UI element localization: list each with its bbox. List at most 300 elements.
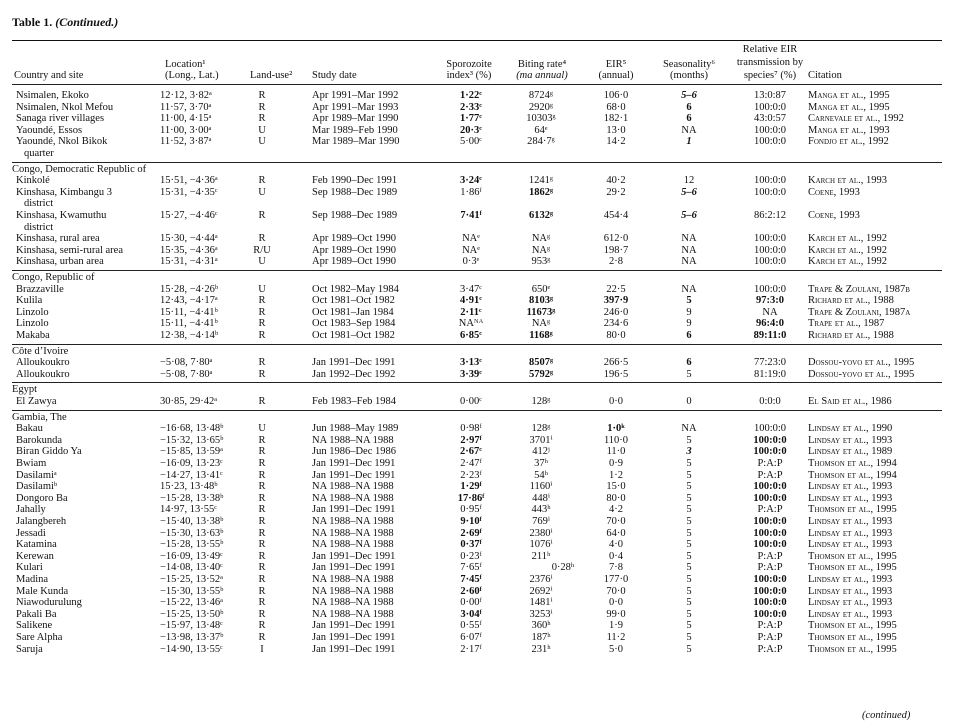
cell-site: Sare Alpha (16, 632, 63, 643)
cell-spz: 2·17ᶠ (460, 643, 482, 655)
cell-spz: 1·29ᶠ (460, 481, 482, 493)
cell-date: Apr 1989–Oct 1990 (312, 244, 396, 256)
cell-use: R (258, 175, 266, 187)
cell-date: Apr 1991–Mar 1992 (312, 90, 399, 101)
cell-use: R (258, 295, 266, 307)
cell-use: U (258, 186, 266, 198)
cell-spz: 3·04ᶠ (460, 608, 482, 620)
header-biting-sub: (ma annual) (516, 70, 568, 81)
cell-date: Jun 1986–Dec 1986 (312, 446, 396, 458)
cell-season: 5 (686, 643, 692, 655)
header-citation: Citation (808, 70, 842, 81)
cell-cite: Lindsay et al., 1993 (808, 492, 893, 504)
cell-cite: Thomson et al., 1994 (808, 458, 897, 469)
cell-spz: 1·77ᶜ (460, 113, 482, 125)
cell-spz: 3·24ᶜ (460, 175, 482, 187)
cell-bite: 2692ⁱ (529, 585, 553, 597)
cell-site-continuation: district (24, 221, 54, 233)
cell-site: Kulila (16, 295, 43, 307)
cell-rel: 100:0:0 (753, 597, 787, 609)
cell-season: 5 (686, 481, 692, 493)
cell-rel: P:A:P (757, 550, 783, 562)
cell-bite: 953ᵍ (531, 256, 551, 268)
cell-season: 6 (686, 330, 692, 341)
cell-use: R (258, 608, 266, 620)
cell-cite: Karch et al., 1992 (808, 256, 888, 268)
continued-note: (continued) (862, 710, 911, 721)
cell-date: NA 1988–NA 1988 (312, 527, 394, 539)
cell-rel: P:A:P (757, 562, 783, 574)
cell-date: Apr 1989–Oct 1990 (312, 233, 396, 245)
header-relative-eir-species: species⁷ (%) (743, 70, 797, 81)
cell-eir: 29·2 (606, 186, 626, 198)
cell-eir: 182·1 (603, 113, 629, 125)
cell-spz: 0·37ᶠ (460, 539, 482, 551)
cell-eir: 99·0 (606, 608, 626, 620)
cell-spz: 3·39ᶜ (460, 368, 482, 380)
cell-season: NA (681, 423, 697, 435)
cell-site: Kinkolé (16, 175, 50, 187)
cell-spz: 2·67ᶜ (460, 446, 482, 458)
cell-loc: 15·28, −4·26ᵇ (160, 283, 219, 295)
cell-use: R (258, 357, 266, 369)
cell-spz: 4·91ᶜ (460, 295, 482, 307)
cell-date: Oct 1981–Jan 1984 (312, 306, 394, 318)
cell-eir: 110·0 (603, 434, 629, 446)
cell-spz: 0·55ᶠ (460, 620, 482, 632)
cell-bite: 1862ᵍ (528, 186, 554, 198)
cell-season: NA (681, 233, 697, 245)
cell-site: Bwiam (16, 458, 47, 469)
cell-bite: 128ᵍ (531, 396, 551, 407)
cell-season: 5 (686, 295, 692, 307)
cell-bite: NAᵍ (531, 318, 551, 330)
cell-bite: 211ʰ (531, 550, 551, 562)
cell-rel: 100:0:0 (753, 481, 787, 493)
cell-spz: 1·22ᶜ (460, 90, 482, 101)
cell-spz: 0·00ᶜ (460, 396, 482, 407)
cell-cite: Thomson et al., 1995 (808, 643, 897, 655)
cell-cite: Richard et al., 1988 (808, 330, 894, 341)
cell-loc: 15·11, −4·41ᵇ (160, 306, 218, 318)
cell-site: Alloukoukro (16, 368, 70, 380)
cell-site: Alloukoukro (16, 357, 70, 369)
cell-cite: Karch et al., 1992 (808, 233, 888, 245)
cell-spz: 0·98ᶠ (460, 423, 482, 435)
cell-bite: 2376ⁱ (529, 574, 553, 585)
cell-season: NA (681, 244, 697, 256)
cell-eir: 64·0 (606, 527, 626, 539)
header-relative-eir: Relative EIR (742, 44, 798, 55)
cell-site: Kinshasa, rural area (16, 233, 100, 245)
cell-eir: 198·7 (603, 244, 629, 256)
cell-spz: 2·47ᶠ (460, 458, 482, 469)
cell-spz: 3·13ᶜ (460, 357, 482, 369)
cell-site: Kinshasa, Kwamuthu (16, 210, 107, 221)
cell-eir: 246·0 (603, 306, 629, 318)
cell-bite: NAᵍ (531, 244, 551, 256)
cell-loc: −5·08, 7·80ᵃ (160, 357, 213, 369)
cell-spz: 2·11ᶜ (460, 306, 482, 318)
cell-loc: −15·32, 13·65ᵇ (160, 434, 224, 446)
cell-season: 5 (686, 458, 692, 469)
cell-season: NA (681, 283, 697, 295)
cell-eir: 70·0 (606, 585, 626, 597)
cell-site: Jessadi (16, 527, 46, 539)
cell-bite: 3701ⁱ (529, 434, 553, 446)
cell-loc: −13·98, 13·37ᵇ (160, 632, 224, 643)
cell-cite: Lindsay et al., 1993 (808, 539, 893, 551)
cell-eir: 1·9 (609, 620, 623, 632)
cell-rel: 100:0:0 (753, 244, 787, 256)
cell-eir: 80·0 (606, 492, 626, 504)
cell-loc: 15·31, −4·31ᵃ (160, 256, 218, 268)
cell-season: 5 (686, 562, 692, 574)
cell-use: U (258, 124, 266, 136)
cell-rel: P:A:P (757, 643, 783, 655)
country-heading: Gambia, The (12, 411, 67, 423)
cell-cite: Lindsay et al., 1993 (808, 434, 893, 446)
cell-date: NA 1988–NA 1988 (312, 481, 394, 493)
cell-use: R (258, 597, 266, 609)
cell-spz: 20·3ᶜ (460, 124, 482, 136)
cell-date: NA 1988–NA 1988 (312, 516, 394, 527)
cell-use: R (258, 620, 266, 632)
cell-season: 5 (686, 597, 692, 609)
cell-loc: −14·27, 13·41ᶜ (160, 469, 223, 481)
cell-cite: Richard et al., 1988 (808, 295, 894, 307)
cell-date: Jan 1991–Dec 1991 (312, 643, 396, 655)
cell-season: 1 (686, 136, 692, 148)
cell-use: I (260, 643, 264, 655)
cell-date: NA 1988–NA 1988 (312, 434, 394, 446)
cell-loc: −15·25, 13·50ᵇ (160, 608, 224, 620)
cell-season: 9 (686, 318, 692, 330)
cell-cite: Lindsay et al., 1993 (808, 585, 893, 597)
cell-eir: 70·0 (606, 516, 626, 527)
cell-season: 5 (686, 504, 692, 516)
cell-site: Dongoro Ba (16, 492, 68, 504)
cell-site: Linzolo (16, 306, 49, 318)
cell-use: R (258, 585, 266, 597)
table-title (12, 15, 118, 30)
cell-use: U (258, 423, 266, 435)
cell-cite: Lindsay et al., 1993 (808, 608, 893, 620)
cell-bite: 5792ᵍ (528, 368, 554, 380)
cell-season: 5 (686, 620, 692, 632)
cell-use: R (258, 101, 266, 113)
cell-eir: 0·0 (609, 597, 623, 609)
cell-season: 5 (686, 585, 692, 597)
cell-loc: 30·85, 29·42ᵃ (160, 396, 218, 407)
cell-rel: P:A:P (757, 469, 783, 481)
cell-spz: 7·65ᶠ (460, 562, 482, 574)
cell-season: 9 (686, 306, 692, 318)
cell-loc: 15·35, −4·36ᵃ (160, 244, 218, 256)
cell-bite: 0·28ʰ (551, 562, 575, 574)
cell-rel: P:A:P (757, 504, 783, 516)
cell-rel: NA (762, 306, 778, 318)
cell-rel: P:A:P (757, 458, 783, 469)
group-rule (12, 410, 942, 411)
cell-rel: 77:23:0 (753, 357, 787, 369)
cell-rel: 100:0:0 (753, 186, 787, 198)
cell-rel: 100:0:0 (753, 574, 787, 585)
cell-site: Jalangbereh (16, 516, 67, 527)
cell-use: R (258, 318, 266, 330)
cell-spz: 6·07ᶠ (460, 632, 482, 643)
cell-date: Jan 1992–Dec 1992 (312, 368, 396, 380)
cell-spz: 0·23ᶠ (460, 550, 482, 562)
cell-use: R/U (253, 244, 271, 256)
country-heading: Congo, Democratic Republic of (12, 163, 147, 175)
table-continued: (Continued.) (55, 15, 119, 29)
cell-use: R (258, 306, 266, 318)
cell-site: Saruja (16, 643, 43, 655)
cell-use: R (258, 458, 266, 469)
cell-use: R (258, 90, 266, 101)
cell-season: 5 (686, 539, 692, 551)
cell-bite: 360ʰ (531, 620, 551, 632)
cell-use: R (258, 562, 266, 574)
cell-site: Niawodurulung (16, 597, 82, 609)
cell-loc: 15·27, −4·46ᶜ (160, 210, 218, 221)
cell-eir: 106·0 (603, 90, 629, 101)
cell-loc: −14·90, 13·55ᶜ (160, 643, 223, 655)
cell-cite: Karch et al., 1992 (808, 244, 888, 256)
header-location: Location¹ (165, 59, 206, 70)
cell-season: 5–6 (681, 210, 697, 221)
header-biting: Biting rate⁴ (517, 59, 567, 70)
cell-site: Pakali Ba (16, 608, 57, 620)
cell-season: 5 (686, 516, 692, 527)
cell-bite: 8507ᵍ (528, 357, 554, 369)
cell-loc: 11·57, 3·70ᵃ (160, 101, 212, 113)
cell-season: 6 (686, 357, 692, 369)
cell-use: R (258, 210, 266, 221)
cell-rel: 100:0:0 (753, 101, 787, 113)
cell-site: Biran Giddo Ya (16, 446, 82, 458)
cell-date: NA 1988–NA 1988 (312, 585, 394, 597)
header-location-sub: (Long., Lat.) (165, 70, 219, 81)
cell-season: 6 (686, 101, 692, 113)
cell-bite: 1168ᵍ (529, 330, 553, 341)
cell-rel: 100:0:0 (753, 283, 787, 295)
cell-bite: 443ʰ (531, 504, 551, 516)
cell-rel: 100:0:0 (753, 434, 787, 446)
header-eir: EIR⁵ (605, 59, 627, 70)
cell-spz: 9·10ᶠ (460, 516, 482, 527)
cell-site: Dasilamiᵇ (16, 481, 58, 493)
cell-site: Linzolo (16, 318, 49, 330)
cell-season: 5 (686, 492, 692, 504)
cell-date: Oct 1981–Oct 1982 (312, 295, 395, 307)
cell-cite: Lindsay et al., 1993 (808, 574, 893, 585)
cell-cite: Trape & Zoulani, 1987a (808, 306, 911, 318)
cell-use: R (258, 492, 266, 504)
cell-season: 5 (686, 574, 692, 585)
cell-bite: 284·7ᵍ (527, 136, 555, 148)
cell-date: Apr 1991–Mar 1993 (312, 101, 399, 113)
cell-site: Kinshasa, semi-rural area (16, 244, 123, 256)
header-eir-sub: (annual) (598, 70, 634, 81)
cell-rel: P:A:P (757, 620, 783, 632)
header-sporozoite: Sporozoite (446, 59, 492, 70)
cell-site: Yaoundé, Essos (16, 124, 83, 136)
cell-bite: 1481ⁱ (529, 597, 553, 609)
cell-use: R (258, 516, 266, 527)
cell-date: Feb 1990–Dec 1991 (312, 175, 398, 187)
cell-bite: 412ʲ (532, 446, 550, 458)
cell-cite: Lindsay et al., 1993 (808, 481, 893, 493)
cell-rel: 86:2:12 (753, 210, 787, 221)
cell-eir: 7·8 (609, 562, 623, 574)
cell-site: Makaba (16, 330, 50, 341)
cell-season: 5 (686, 527, 692, 539)
cell-rel: 100:0:0 (753, 608, 787, 620)
cell-rel: 100:0:0 (753, 175, 787, 187)
country-heading: Egypt (12, 384, 38, 396)
cell-eir: 11·2 (606, 632, 626, 643)
cell-season: 5 (686, 608, 692, 620)
cell-date: NA 1988–NA 1988 (312, 608, 394, 620)
cell-use: R (258, 113, 266, 125)
header-country: Country and site (14, 70, 84, 81)
cell-spz: 7·45ᶠ (460, 574, 482, 585)
cell-date: Jan 1991–Dec 1991 (312, 469, 396, 481)
cell-bite: 8724ᵍ (528, 90, 554, 101)
cell-use: R (258, 504, 266, 516)
cell-rel: 100:0:0 (753, 492, 787, 504)
cell-use: R (258, 233, 266, 245)
header-seasonality-sub: (months) (670, 70, 708, 81)
cell-site-continuation: district (24, 198, 54, 210)
cell-bite: 769ⁱ (532, 516, 550, 527)
cell-cite: Lindsay et al., 1993 (808, 597, 893, 609)
cell-rel: 100:0:0 (753, 256, 787, 268)
cell-eir: 4·0 (609, 539, 623, 551)
cell-bite: 2920ᵍ (528, 101, 554, 113)
cell-spz: 3·47ᶜ (460, 283, 482, 295)
cell-eir: 11·0 (606, 446, 626, 458)
cell-eir: 177·0 (603, 574, 629, 585)
cell-site: Salikene (16, 620, 53, 632)
cell-bite: 1076ⁱ (529, 539, 553, 551)
cell-date: Oct 1981–Oct 1982 (312, 330, 395, 341)
cell-loc: −15·97, 13·48ᶜ (160, 620, 223, 632)
cell-rel: 100:0:0 (753, 124, 787, 136)
group-rule (12, 344, 942, 345)
header-landuse: Land-use² (250, 70, 293, 81)
cell-bite: 37ʰ (534, 458, 548, 469)
cell-eir: 40·2 (606, 175, 626, 187)
cell-use: R (258, 434, 266, 446)
cell-spz: 2·97ᶠ (460, 434, 482, 446)
cell-date: Sep 1988–Dec 1989 (312, 210, 398, 221)
cell-loc: 15·30, −4·44ᵃ (160, 233, 218, 245)
cell-use: R (258, 481, 266, 493)
cell-bite: 64ᵉ (534, 124, 548, 136)
cell-site: Nsimalen, Nkol Mefou (16, 101, 114, 113)
cell-spz: 6·85ᶜ (460, 330, 482, 341)
cell-cite: Manga et al., 1995 (808, 90, 890, 101)
cell-cite: Trape et al., 1987 (808, 318, 885, 330)
cell-eir: 397·9 (603, 295, 629, 307)
cell-date: NA 1988–NA 1988 (312, 492, 394, 504)
cell-use: R (258, 469, 266, 481)
cell-date: Jun 1988–May 1989 (312, 423, 399, 435)
cell-eir: 80·0 (606, 330, 626, 341)
cell-season: NA (681, 124, 697, 136)
cell-date: Mar 1989–Mar 1990 (312, 136, 400, 148)
cell-loc: −15·85, 13·59ᵃ (160, 446, 224, 458)
table-label: Table 1. (12, 15, 53, 29)
cell-rel: 100:0:0 (753, 233, 787, 245)
cell-eir: 68·0 (606, 101, 626, 113)
cell-eir: 0·9 (609, 458, 623, 469)
cell-bite: 1241ᵍ (528, 175, 554, 187)
header-relative-eir-sub: transmission by (736, 57, 804, 68)
top-rule (12, 40, 942, 41)
cell-use: R (258, 539, 266, 551)
cell-date: Jan 1991–Dec 1991 (312, 504, 396, 516)
cell-eir: 1·0ᵏ (607, 423, 625, 435)
cell-site: El Zawya (16, 396, 57, 407)
cell-spz: 2·23ᶠ (460, 469, 482, 481)
cell-bite: 54ʰ (534, 469, 548, 481)
cell-site-continuation: quarter (24, 148, 54, 159)
cell-cite: Lindsay et al., 1989 (808, 446, 893, 458)
cell-loc: −15·28, 13·38ᵇ (160, 492, 224, 504)
cell-site: Kulari (16, 562, 43, 574)
cell-site: Kinshasa, Kimbangu 3 (16, 186, 112, 198)
cell-site: Jahally (16, 504, 46, 516)
cell-use: U (258, 136, 266, 148)
cell-spz: 2·33ᶜ (460, 101, 482, 113)
cell-cite: Trape & Zoulani, 1987b (808, 283, 910, 295)
cell-cite: Fondjo et al., 1992 (808, 136, 889, 148)
cell-date: NA 1988–NA 1988 (312, 574, 394, 585)
header-sporozoite-sub: index³ (%) (446, 70, 492, 81)
cell-loc: 15·31, −4·35ᶜ (160, 186, 218, 198)
country-heading: Côte d’Ivoire (12, 345, 69, 357)
cell-eir: 266·5 (603, 357, 629, 369)
cell-eir: 4·2 (609, 504, 623, 516)
cell-bite: 1160ⁱ (529, 481, 553, 493)
cell-cite: Karch et al., 1993 (808, 175, 888, 187)
cell-cite: El Said et al., 1986 (808, 396, 892, 407)
cell-spz: 7·41ᶠ (460, 210, 482, 221)
cell-eir: 454·4 (603, 210, 629, 221)
cell-rel: 96:4:0 (756, 318, 784, 330)
group-rule (12, 162, 942, 163)
cell-date: Oct 1983–Sep 1984 (312, 318, 396, 330)
cell-bite: 187ʰ (531, 632, 551, 643)
cell-spz: NAᴺᴬ (458, 318, 484, 330)
cell-spz: 1·86ᶠ (460, 186, 482, 198)
cell-rel: 100:0:0 (753, 585, 787, 597)
cell-use: R (258, 396, 266, 407)
cell-season: NA (681, 256, 697, 268)
cell-site: Kerewan (16, 550, 54, 562)
cell-date: Jan 1991–Dec 1991 (312, 562, 396, 574)
cell-use: U (258, 283, 266, 295)
header-seasonality: Seasonality⁶ (662, 59, 716, 70)
cell-rel: 13:0:87 (753, 90, 787, 101)
cell-spz: 5·00ᶜ (460, 136, 482, 148)
cell-loc: 15·23, 13·48ᵇ (160, 481, 218, 493)
cell-loc: 12·12, 3·82ᵃ (160, 90, 212, 101)
